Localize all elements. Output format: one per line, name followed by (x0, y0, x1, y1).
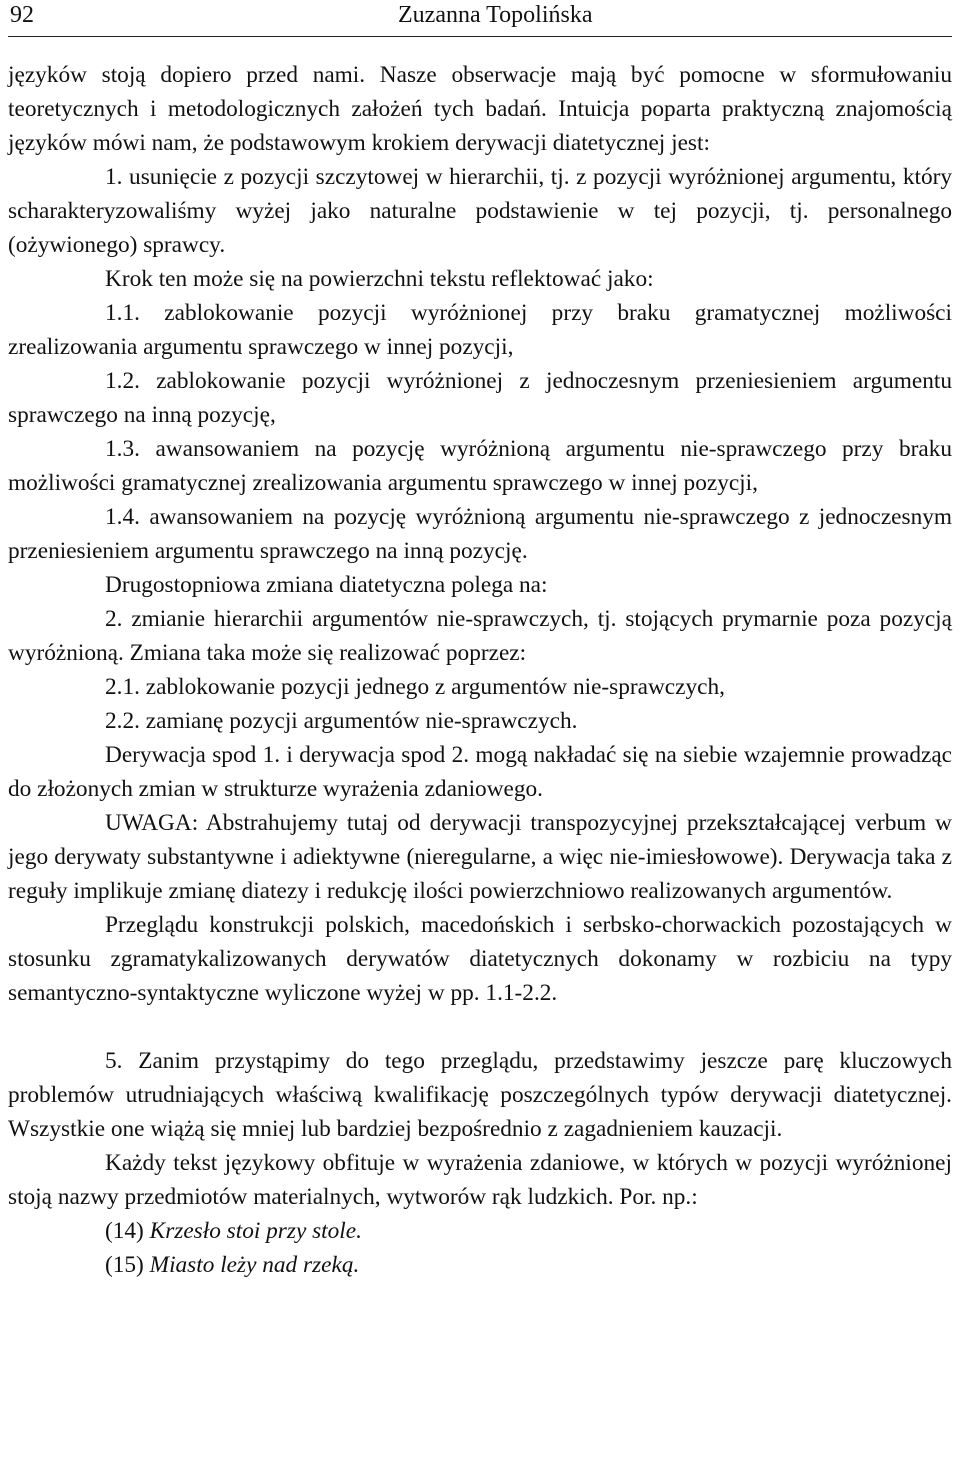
section-paragraph: 5. Zanim przystąpimy do tego przeglądu, przedstawimy jeszcze parę kluczowych problemów utrudniających właściwą kwalifikację poszczególnych typów derywacji diatetycznej. Wszystkie one wiążą się mniej lub bardziej bezpośrednio z zagadnieniem kauzacji. (8, 1048, 952, 1142)
paragraph: 1.1. zablokowanie pozycji wyróżnionej przy braku gramatycznej możliwości zrealizowania argumentu sprawczego w innej pozycji, (8, 300, 952, 360)
example-number: (14) (105, 1218, 144, 1244)
paragraph: 2.1. zablokowanie pozycji jednego z argumentów nie-sprawczych, (105, 674, 725, 700)
paragraph: 1.4. awansowaniem na pozycję wyróżnioną argumentu nie-sprawczego z jednoczesnym przeniesieniem argumentu sprawczego na inną pozycję. (8, 504, 952, 564)
paragraph: 1.2. zablokowanie pozycji wyróżnionej z jednoczesnym przeniesieniem argumentu sprawczego na inną pozycję, (8, 368, 952, 428)
page-number: 92 (10, 2, 34, 28)
example-sentence (8, 1248, 952, 1282)
example-sentence (8, 1214, 952, 1248)
page-header (8, 0, 952, 37)
running-head: Zuzanna Topolińska (398, 2, 593, 28)
paragraph: Przeglądu konstrukcji polskich, macedońskich i serbsko-chorwackich pozostających w stosunku zgramatykalizowanych derywatów diatetycznych dokonamy w rozbiciu na typy semantyczno-syntaktyczne wyliczone wyżej w pp. 1.1-2.2. (8, 912, 952, 1006)
paragraph: języków stoją dopiero przed nami. Nasze obserwacje mają być pomocne w sformułowaniu teoretycznych i metodologicznych założeń tych badań. Intuicja poparta praktyczną znajomością języków mówi nam, że podstawowym krokiem derywacji diatetycznej jest: (8, 62, 952, 156)
paragraph: Krok ten może się na powierzchni tekstu reflektować jako: (105, 266, 654, 292)
paragraph: Każdy tekst językowy obfituje w wyrażenia zdaniowe, w których w pozycji wyróżnionej stoją nazwy przedmiotów materialnych, wytworów rąk ludzkich. Por. np.: (8, 1150, 952, 1210)
example-text: Miasto leży nad rzeką. (149, 1252, 360, 1278)
paragraph: 1.3. awansowaniem na pozycję wyróżnioną argumentu nie-sprawczego przy braku możliwości gramatycznej zrealizowania argumentu sprawczego w innej pozycji, (8, 436, 952, 496)
paragraph: UWAGA: Abstrahujemy tutaj od derywacji transpozycyjnej przekształcającej verbum w jego derywaty substantywne i adiektywne (nieregularne, a więc nie-imiesłowowe). Derywacja taka z reguły implikuje zmianę diatezy i redukcję ilości powierzchniowo realizowanych argumentów. (8, 810, 952, 904)
body-text (8, 58, 952, 1282)
example-text: Krzesło stoi przy stole. (149, 1218, 362, 1244)
paragraph: 1. usunięcie z pozycji szczytowej w hierarchii, tj. z pozycji wyróżnionej argumentu, który scharakteryzowaliśmy wyżej jako naturalne podstawienie w tej pozycji, tj. personalnego (ożywionego) sprawcy. (8, 164, 952, 258)
paragraph: Drugostopniowa zmiana diatetyczna polega na: (105, 572, 548, 598)
paragraph: 2.2. zamianę pozycji argumentów nie-sprawczych. (105, 708, 578, 734)
paragraph: Derywacja spod 1. i derywacja spod 2. mogą nakładać się na siebie wzajemnie prowadząc do złożonych zmian w strukturze wyrażenia zdaniowego. (8, 742, 952, 802)
paragraph: 2. zmianie hierarchii argumentów nie-sprawczych, tj. stojących prymarnie poza pozycją wyróżnioną. Zmiana taka może się realizować poprzez: (8, 606, 952, 666)
example-number: (15) (105, 1252, 144, 1278)
